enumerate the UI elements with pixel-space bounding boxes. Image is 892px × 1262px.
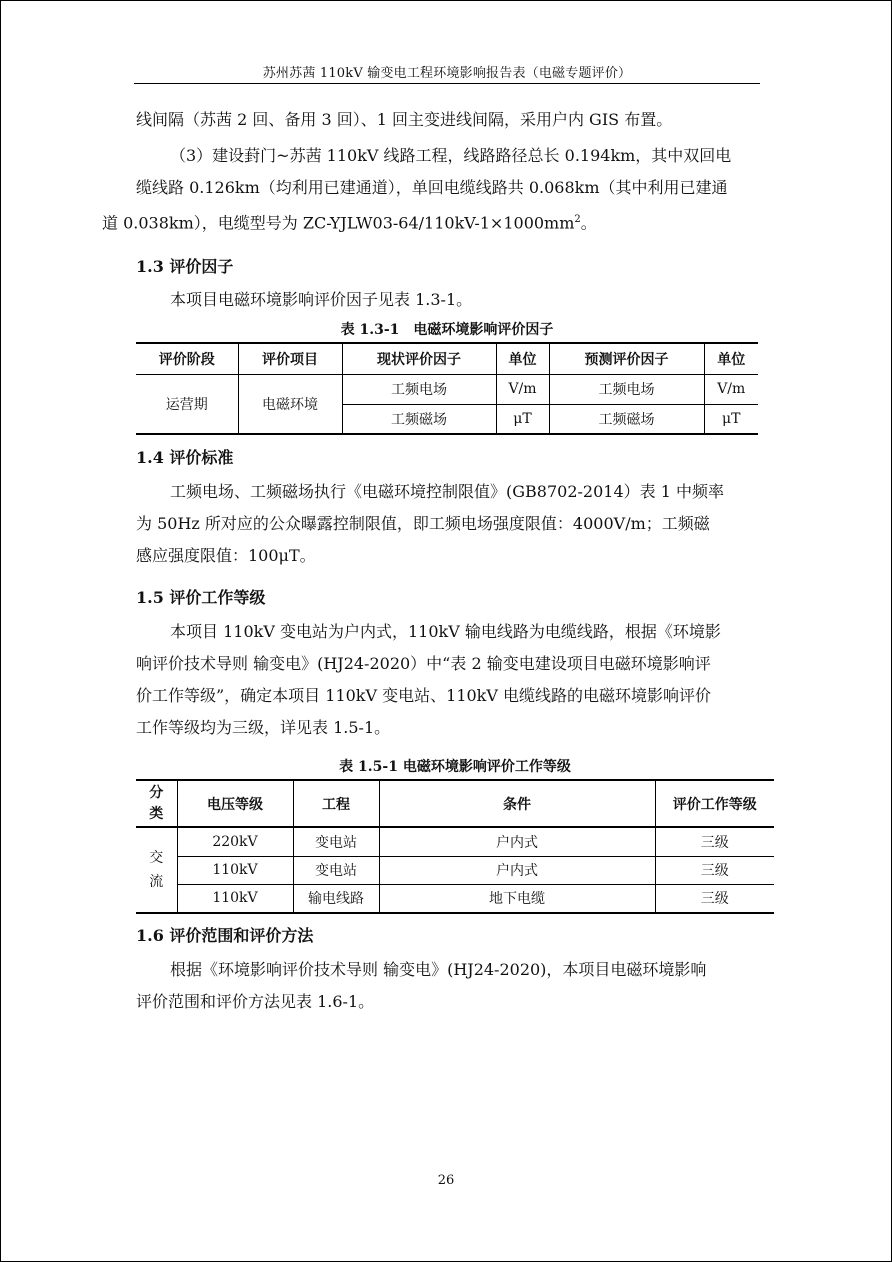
s16-paragraph [136,954,758,1018]
s14-paragraph [136,476,758,572]
table-row [136,827,774,856]
heading-1-3: 1.3 评价因子 [136,257,234,276]
paragraph-3-line1: （3）建设葑门~苏茜 110kV 线路工程，线路路径总长 0.194km，其中双回电 [170,146,732,165]
table-row [136,884,774,913]
s14-line3: 感应强度限值：100μT。 [136,546,316,565]
heading-1-4: 1.4 评价标准 [136,448,234,467]
s15-line1: 本项目 110kV 变电站为户内式，110kV 输电线路为电缆线路，根据《环境影 [170,622,721,641]
cell: 工频电场 [549,374,704,404]
cell-category: 交流 [136,827,177,913]
th-item: 评价项目 [238,343,342,374]
intro-line: 线间隔（苏茜 2 回、备用 3 回）、1 回主变进线间隔，采用户内 GIS 布置。 [136,110,673,129]
cell: 户内式 [379,856,655,884]
cell: 变电站 [293,856,379,884]
paragraph-3 [102,140,758,239]
table-1-5-1 [136,779,774,914]
table-row [136,374,758,404]
th-current-factor: 现状评价因子 [342,343,496,374]
paragraph-3-line2: 缆线路 0.126km（均利用已建通道），单回电缆线路共 0.068km（其中利用已建通 [136,178,728,197]
th-predict-factor: 预测评价因子 [549,343,704,374]
cell: μT [704,404,758,434]
cell-item: 电磁环境 [238,374,342,434]
s16-line2: 评价范围和评价方法见表 1.6-1。 [136,992,375,1011]
cell: 三级 [655,884,774,913]
cell: 110kV [177,884,293,913]
s15-line2: 响评价技术导则 输变电》(HJ24-2020）中“表 2 输变电建设项目电磁环境影响评 [136,654,711,673]
cell: 工频磁场 [342,404,496,434]
table-row [136,856,774,884]
table-1-3-1-caption: 表 1.3-1 电磁环境影响评价因子 [340,322,554,338]
page-number: 26 [437,1173,455,1188]
heading-1-6: 1.6 评价范围和评价方法 [136,926,314,945]
cell: 地下电缆 [379,884,655,913]
cell: μT [496,404,549,434]
cell: V/m [704,374,758,404]
s13-text: 本项目电磁环境影响评价因子见表 1.3-1。 [170,290,473,309]
paragraph-3-line3-text: 道 0.038km），电缆型号为 ZC-YJLW03-64/110kV-1×1000mm [102,213,575,233]
th-voltage: 电压等级 [177,780,293,827]
th-grade: 评价工作等级 [655,780,774,827]
s15-line4: 工作等级均为三级，详见表 1.5-1。 [136,718,391,737]
cell: 变电站 [293,827,379,856]
th-category: 分类 [136,780,177,827]
cell: 三级 [655,827,774,856]
paragraph-3-line3 [102,204,597,239]
th-unit-2: 单位 [704,343,758,374]
heading-1-5: 1.5 评价工作等级 [136,588,266,607]
cell: 工频电场 [342,374,496,404]
s15-line3: 价工作等级”，确定本项目 110kV 变电站、110kV 电缆线路的电磁环境影响评价 [136,686,712,705]
cell: 220kV [177,827,293,856]
th-condition: 条件 [379,780,655,827]
cell: V/m [496,374,549,404]
th-unit-1: 单位 [496,343,549,374]
s16-line1: 根据《环境影响评价技术导则 输变电》(HJ24-2020)，本项目电磁环境影响 [170,960,707,979]
header-rule [134,83,760,84]
cell: 110kV [177,856,293,884]
cell: 户内式 [379,827,655,856]
th-project: 工程 [293,780,379,827]
running-header: 苏州苏茜 110kV 输变电工程环境影响报告表（电磁专题评价） [262,66,632,81]
cell: 输电线路 [293,884,379,913]
table-1-5-1-caption: 表 1.5-1 电磁环境影响评价工作等级 [339,759,571,775]
s14-line1: 工频电场、工频磁场执行《电磁环境控制限值》(GB8702-2014）表 1 中频率 [170,482,724,501]
th-stage: 评价阶段 [136,343,238,374]
s15-paragraph [136,616,758,744]
table-1-3-1 [136,342,758,435]
cell: 三级 [655,856,774,884]
s14-line2: 为 50Hz 所对应的公众曝露控制限值，即工频电场强度限值：4000V/m；工频磁 [136,514,710,533]
superscript-2: 2 [574,214,581,225]
cell-stage: 运营期 [136,374,238,434]
cell: 工频磁场 [549,404,704,434]
paragraph-3-line3-end: 。 [580,213,597,233]
